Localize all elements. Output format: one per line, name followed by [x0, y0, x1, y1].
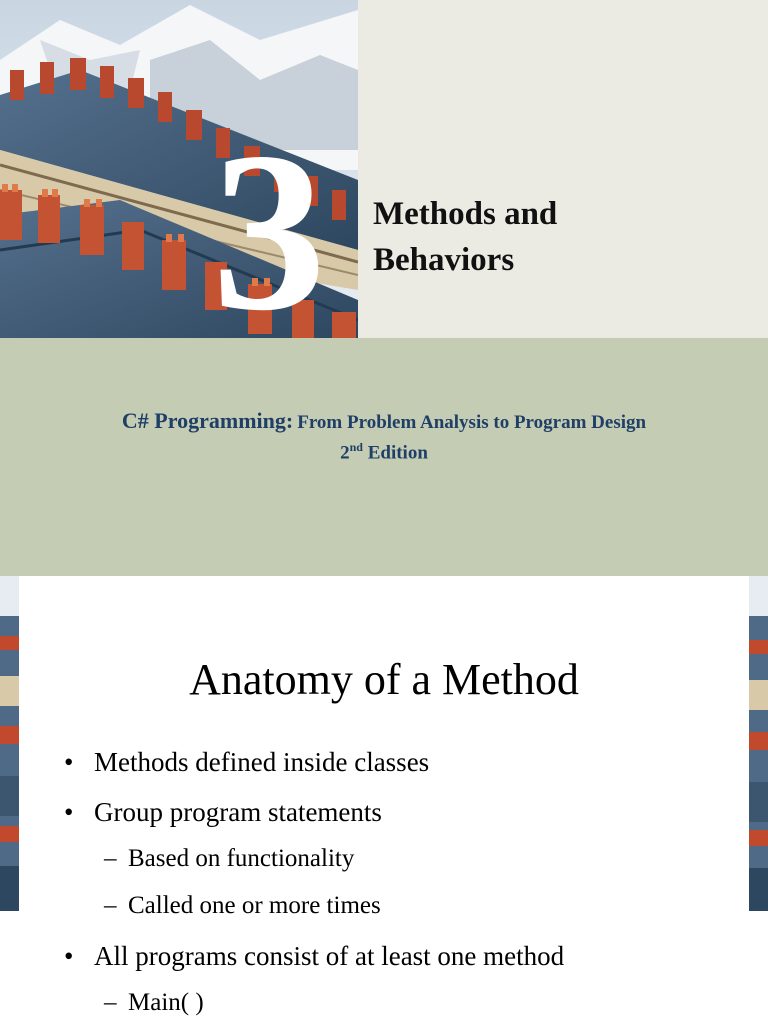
sub-bullet-item: – Based on functionality [60, 843, 740, 875]
book-subtitle: From Problem Analysis to Program Design [297, 412, 647, 433]
book-title-main: C# Programming: [121, 408, 294, 433]
sub-bullet-item: – Called one or more times [60, 890, 740, 922]
chapter-number: 3 [212, 106, 326, 358]
edition-word: Edition [367, 442, 428, 464]
edition-suffix: nd [349, 440, 363, 454]
bullet-item: • Group program statements [60, 796, 740, 828]
chapter-title-line2: Behaviors [373, 242, 515, 278]
chapter-title-line1: Methods and [373, 196, 558, 232]
edition-number: 2 [340, 442, 350, 464]
content-slide [0, 576, 768, 1024]
bullet-item: • Methods defined inside classes [60, 746, 740, 778]
rooftops-edge-left [0, 576, 19, 911]
book-title [0, 408, 768, 434]
title-panel [358, 0, 768, 338]
bullet-list [60, 746, 740, 1019]
slide-title: Anatomy of a Method [189, 655, 579, 704]
bullet-item: • All programs consist of at least one method [60, 940, 740, 972]
rooftops-edge-right [749, 576, 768, 911]
sub-bullet-item: – Main( ) [60, 987, 740, 1019]
book-edition [0, 440, 768, 464]
